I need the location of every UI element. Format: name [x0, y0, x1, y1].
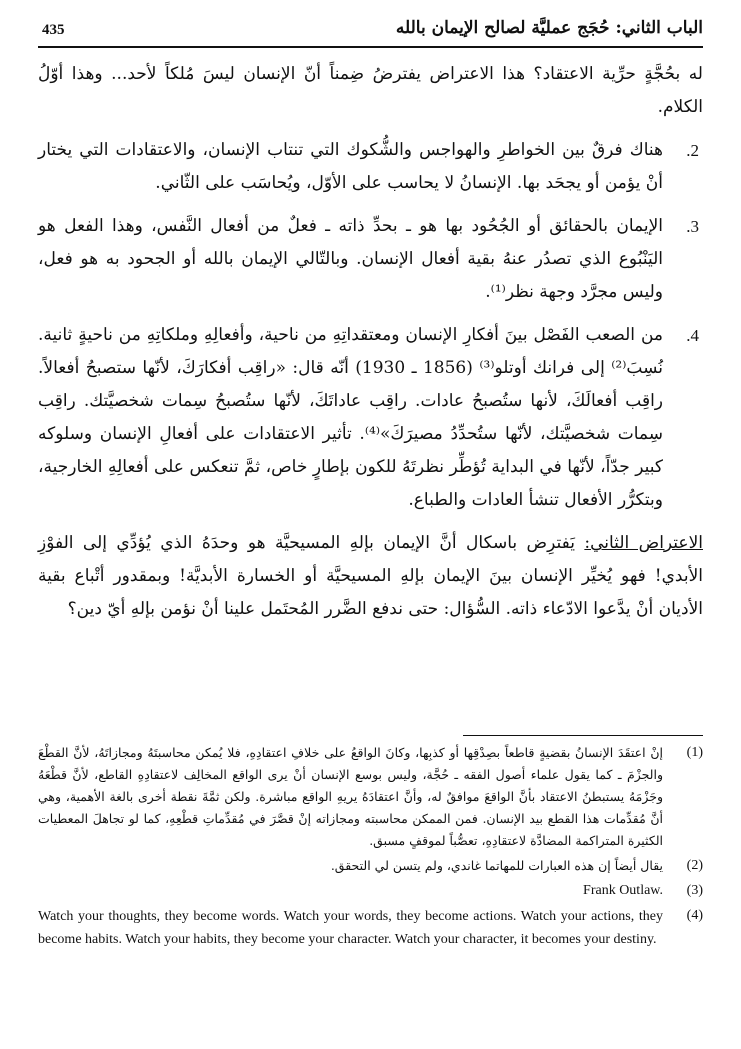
item-text: هناك فرقٌ بين الخواطرِ والهواجس والشُّكوك التي تنتاب الإنسان، والاعتقادات التي يختار أنْ يؤمن أو يجحَد بها. الإنسانُ لا يحاسب على الأوّل، ويُحاسَب على الثّاني.: [38, 140, 663, 193]
list-item-3: [38, 210, 703, 309]
footnote-1: [38, 742, 703, 852]
page-header: [38, 16, 703, 48]
list-item-2: [38, 134, 703, 200]
objection-text: يَفترِض باسكال أنَّ الإيمان بإلهِ المسيحيَّة هو وحدَهُ الذي يُؤدِّي إلى الفوْزِ الأبدي! فهو يُخيِّر الإنسان بينَ الإيمان بإلهِ المسيحيَّة أو الخسارة الأبديَّة! وبمقدور أتْباع بقية الأديان أنْ يدَّعوا الادّعاء ذاته. السُّؤال: حتى ندفع الضَّرر المُحتَمل علينا أنْ نؤمن بإلهِ أيّ دين؟: [38, 533, 703, 619]
item-number: .4: [686, 326, 699, 345]
footnote-4: [38, 905, 703, 951]
footnotes: [38, 742, 703, 954]
main-text: [38, 58, 703, 636]
footnote-number: (3): [686, 883, 703, 898]
footnote-divider: [463, 735, 703, 736]
footnote-text: إنْ اعتقَدَ الإنسانُ بقضيةٍ قاطعاً بصِدْقِها أو كذبِها، وكانَ الواقعُ على خلافِ اعتقادِهِ، فلا يُمكن محاسبتَهُ ومجازاتَهُ، لأنَّ القطْعَ والجزْمَ ـ كما يقول علماء أصول الفقه ـ حُجَّة، وليس بوسع الإنسان أنْ يرى الواقع المخالِف لاعتقادِهِ القاطع، لأنَّ قطْعَهُ وجَزْمَهُ يستبطنُ الاعتقاد بأنَّ الواقعَ موافقٌ له، وأنَّ اعتقادَهُ يريهِ الواقع مباشرة. ولكن ثمَّةَ نقطة أخرى بالغة الأهمية، وهي أنَّ مُقدِّمات هذا القطع بيد الإنسان. فمن الممكن محاسبته ومجازاته إنْ قصَّرَ في مُقدِّماتِ قطْعِهِ، كما لو تجاهلَ المعطيات الكثيرة المتراكمة المضادَّة لاعتقادِهِ، تعصُّباً لموقفٍ مسبق.: [38, 745, 663, 848]
footnote-number: (1): [686, 745, 703, 760]
page-number: 435: [42, 22, 65, 38]
running-title: الباب الثاني: حُجَج عمليَّة لصالح الإيمان بالله: [395, 18, 703, 38]
footnote-3: [38, 880, 703, 902]
footnote-number: (2): [686, 858, 703, 873]
footnote-text: يقال أيضاً إن هذه العبارات للمهاتما غاندي، ولم يتسن لي التحقق.: [330, 858, 663, 873]
item-number: .2: [686, 141, 699, 160]
footnote-text: Watch your thoughts, they become words. Watch your words, they become actions. Watch your actions, they become habits. Watch your habits, they become your character. Watch your character, it becomes your destiny.: [38, 909, 663, 947]
item-number: .3: [686, 217, 699, 236]
second-objection-paragraph: [38, 527, 703, 626]
footnote-2: [38, 855, 703, 877]
objection-label: الاعتراض الثاني:: [584, 533, 703, 553]
item-text: من الصعب الفَصْل بينَ أفكارِ الإنسان ومعتقداتِهِ من ناحية، وأفعالِهِ وملكاتِهِ من ناحيةٍ ثانية. نُسِبَ⁽²⁾ إلى فرانك أوتلو⁽³⁾ (1856 ـ 1930) أنّه قال: «راقِب أفكارَكَ، لأنّها ستصبحُ أفعالاً. راقِب أفعالَكَ، لأنها ستُصبحُ عادات. راقِب عاداتَكَ، لأنّها ستُصبحُ سِمات شخصيَّتك. راقِب سِمات شخصيَّتك، لأنّها ستُحدِّدُ مصيرَكَ»⁽⁴⁾. تأثير الاعتقادات على أفعالِ الإنسان وسلوكه كبير جدّاً، لأنّها في البداية تُؤطِّر نظرتَهُ للكون بإطارٍ خاص، ثمَّ تنعكس على أفعالِهِ الخارجية، وبتكرُّر الأفعال تنشأ العادات والطباع.: [38, 325, 663, 510]
item-text: الإيمان بالحقائق أو الجُحُود بها هو ـ بحدِّ ذاته ـ فعلٌ من أفعال النَّفس، وهذا الفعل هو اليَنْبُوع الذي تصدُر عنهُ بقية أفعال الإنسان. وبالتّالي الإيمان بالله أو الجحود به هو فعل، وليس مجرَّد وجهة نظر⁽¹⁾.: [38, 216, 663, 302]
intro-paragraph: له بحُجَّةٍ حرِّية الاعتقاد؟ هذا الاعتراض يفترضُ ضِمناً أنّ الإنسان ليسَ مُلكاً لأحد... وهذا أوّلُ الكلام.: [38, 64, 703, 117]
footnote-text: Frank Outlaw.: [583, 883, 663, 898]
footnote-number: (4): [686, 908, 703, 923]
list-item-4: [38, 319, 703, 517]
